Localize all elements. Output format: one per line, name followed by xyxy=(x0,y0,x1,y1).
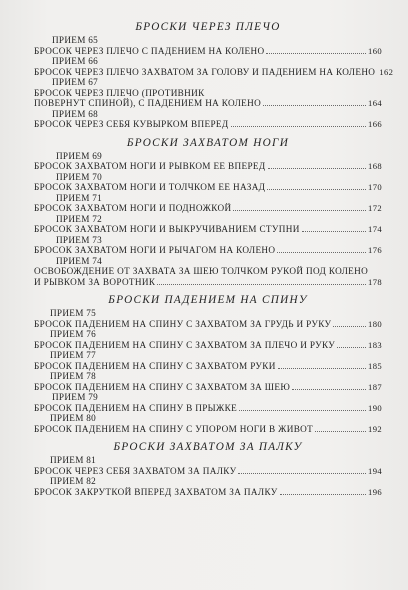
priem-label: ПРИЕМ 71 xyxy=(56,192,103,203)
dot-leader xyxy=(263,104,366,106)
dot-leader xyxy=(277,251,366,253)
section-title: БРОСКИ ЗАХВАТОМ ЗА ПАЛКУ xyxy=(113,441,303,453)
toc-entry[interactable] xyxy=(34,214,382,235)
dot-leader xyxy=(266,52,366,54)
entry-title-line xyxy=(34,119,382,130)
priem-label: ПРИЕМ 65 xyxy=(52,35,99,45)
page-number: 187 xyxy=(368,381,382,392)
entry-title-line xyxy=(34,182,382,193)
entry-title-line xyxy=(34,88,382,99)
page-number: 172 xyxy=(368,203,382,213)
priem-label: ПРИЕМ 78 xyxy=(50,371,97,381)
entry-title-text: БРОСОК ПАДЕНИЕМ НА СПИНУ С УПОРОМ НОГИ В ЖИВОТ xyxy=(34,423,314,434)
toc-entry[interactable] xyxy=(34,109,382,130)
toc-entry[interactable] xyxy=(34,256,382,288)
toc-entry[interactable] xyxy=(34,413,382,434)
entry-title-text: БРОСОК ПАДЕНИЕМ НА СПИНУ С ЗАХВАТОМ ЗА ГРУДЬ И РУКУ xyxy=(34,318,332,329)
priem-label: ПРИЕМ 69 xyxy=(56,150,103,161)
dot-leader xyxy=(292,388,366,390)
entry-title-line xyxy=(34,245,382,256)
page-number: 183 xyxy=(368,339,382,350)
priem-label: ПРИЕМ 79 xyxy=(52,392,99,402)
entry-title-text: БРОСОК ЗАХВАТОМ НОГИ И РЫЧАГОМ НА КОЛЕНО xyxy=(34,245,276,255)
toc-entry[interactable] xyxy=(34,371,382,392)
section-title: БРОСКИ ЗАХВАТОМ НОГИ xyxy=(126,136,290,149)
dot-leader xyxy=(278,367,366,369)
entry-title-line xyxy=(34,382,382,393)
priem-label: ПРИЕМ 76 xyxy=(50,329,97,339)
toc-entry[interactable] xyxy=(34,392,382,413)
entry-title-text: БРОСОК ЧЕРЕЗ ПЛЕЧО ЗАХВАТОМ ЗА ГОЛОВУ И ПАДЕНИЕМ НА КОЛЕНО xyxy=(34,66,376,77)
dot-leader xyxy=(238,472,366,474)
entry-title-line xyxy=(34,98,382,109)
entry-title-line xyxy=(34,403,382,414)
entry-title-text: БРОСОК ЧЕРЕЗ СЕБЯ КУВЫРКОМ ВПЕРЕД xyxy=(34,119,229,129)
priem-label: ПРИЕМ 73 xyxy=(56,234,103,245)
priem-label: ПРИЕМ 80 xyxy=(50,413,97,423)
page-number: 166 xyxy=(368,119,382,129)
toc-entry[interactable] xyxy=(34,151,382,172)
entry-title-line xyxy=(34,266,382,277)
entry-title-text: БРОСОК ЧЕРЕЗ ПЛЕЧО (ПРОТИВНИК xyxy=(34,87,205,98)
priem-label: ПРИЕМ 74 xyxy=(56,255,103,266)
page-number: 192 xyxy=(368,423,382,434)
entry-title-text: БРОСОК ПАДЕНИЕМ НА СПИНУ В ПРЫЖКЕ xyxy=(34,402,238,413)
page-number: 164 xyxy=(368,98,382,108)
toc-entry[interactable] xyxy=(34,476,382,497)
page-number: 162 xyxy=(379,66,394,77)
dot-leader xyxy=(302,230,366,232)
entry-title-text: И РЫВКОМ ЗА ВОРОТНИК xyxy=(34,276,156,287)
dot-leader xyxy=(157,283,366,285)
dot-leader xyxy=(239,409,366,411)
dot-leader xyxy=(231,125,367,127)
page-number: 170 xyxy=(368,182,382,192)
entry-title-text: БРОСОК ЗАХВАТОМ НОГИ И ВЫКРУЧИВАНИЕМ СТУПНИ xyxy=(34,224,300,234)
entry-title-line xyxy=(34,46,382,57)
toc-entry[interactable] xyxy=(34,308,382,329)
entry-title-text: БРОСОК ПАДЕНИЕМ НА СПИНУ С ЗАХВАТОМ РУКИ xyxy=(34,360,276,371)
toc-entry[interactable] xyxy=(34,77,382,109)
priem-label: ПРИЕМ 68 xyxy=(52,108,99,119)
entry-title-text: БРОСОК ПАДЕНИЕМ НА СПИНУ С ЗАХВАТОМ ЗА ПЛЕЧО И РУКУ xyxy=(34,339,336,350)
toc-entry[interactable] xyxy=(34,172,382,193)
dot-leader xyxy=(233,209,366,211)
page-number: 190 xyxy=(368,402,382,413)
toc-entry[interactable] xyxy=(34,35,382,56)
dot-leader xyxy=(315,430,366,432)
priem-label: ПРИЕМ 77 xyxy=(50,350,97,360)
section-title: БРОСКИ ЧЕРЕЗ ПЛЕЧО xyxy=(135,21,281,33)
priem-label: ПРИЕМ 67 xyxy=(52,77,99,87)
entry-title-line xyxy=(34,203,382,214)
entry-title-line xyxy=(34,340,382,351)
entry-title-text: ПОВЕРНУТ СПИНОЙ), С ПАДЕНИЕМ НА КОЛЕНО xyxy=(34,98,262,108)
entry-title-line xyxy=(34,361,382,372)
entry-title-text: БРОСОК ЧЕРЕЗ ПЛЕЧО С ПАДЕНИЕМ НА КОЛЕНО xyxy=(34,45,265,56)
dot-leader xyxy=(333,325,366,327)
entry-title-line xyxy=(34,161,382,172)
priem-label: ПРИЕМ 70 xyxy=(56,171,103,182)
toc-entry[interactable] xyxy=(34,193,382,214)
toc-entry[interactable] xyxy=(34,329,382,350)
page-number: 185 xyxy=(368,360,382,371)
entry-title-line xyxy=(34,319,382,330)
priem-label: ПРИЕМ 66 xyxy=(52,56,99,66)
entry-title-line xyxy=(34,277,382,288)
page-number: 176 xyxy=(368,245,382,255)
entry-title-text: ОСВОБОЖДЕНИЕ ОТ ЗАХВАТА ЗА ШЕЮ ТОЛЧКОМ РУКОЙ ПОД КОЛЕНО xyxy=(34,266,369,276)
page-number: 194 xyxy=(368,465,382,476)
table-of-contents xyxy=(34,20,394,497)
toc-entry[interactable] xyxy=(34,235,382,256)
entry-title-text: БРОСОК ЗАХВАТОМ НОГИ И РЫВКОМ ЕЕ ВПЕРЕД xyxy=(34,161,266,171)
entry-title-text: БРОСОК ЧЕРЕЗ СЕБЯ ЗАХВАТОМ ЗА ПАЛКУ xyxy=(34,465,237,476)
entry-title-text: БРОСОК ЗАКРУТКОЙ ВПЕРЕД ЗАХВАТОМ ЗА ПАЛКУ xyxy=(34,486,278,497)
entry-title-line xyxy=(34,487,382,498)
page-number: 180 xyxy=(368,318,382,329)
entry-title-text: БРОСОК ЗАХВАТОМ НОГИ И ПОДНОЖКОЙ xyxy=(34,203,232,213)
priem-label: ПРИЕМ 75 xyxy=(50,308,97,318)
priem-label: ПРИЕМ 81 xyxy=(50,455,97,465)
entry-title-text: БРОСОК ЗАХВАТОМ НОГИ И ТОЛЧКОМ ЕЕ НАЗАД xyxy=(34,182,266,192)
section-title: БРОСКИ ПАДЕНИЕМ НА СПИНУ xyxy=(108,294,308,306)
priem-label: ПРИЕМ 72 xyxy=(56,213,103,224)
entry-title-line xyxy=(34,424,382,435)
dot-leader xyxy=(337,346,366,348)
dot-leader xyxy=(267,188,366,190)
dot-leader xyxy=(268,167,367,169)
priem-label: ПРИЕМ 82 xyxy=(50,476,97,486)
page-number: 168 xyxy=(368,161,382,171)
entry-title-text: БРОСОК ПАДЕНИЕМ НА СПИНУ С ЗАХВАТОМ ЗА ШЕЮ xyxy=(34,381,291,392)
page-number: 174 xyxy=(368,224,382,234)
page-number: 196 xyxy=(368,486,382,497)
toc-entry[interactable] xyxy=(34,56,394,77)
dot-leader xyxy=(280,493,366,495)
page-number: 160 xyxy=(368,45,382,56)
page-number: 178 xyxy=(368,276,382,287)
entry-title-line xyxy=(34,66,394,78)
entry-title-line xyxy=(34,466,382,477)
entry-title-line xyxy=(34,224,382,235)
toc-entry[interactable] xyxy=(34,455,382,476)
toc-entry[interactable] xyxy=(34,350,382,371)
